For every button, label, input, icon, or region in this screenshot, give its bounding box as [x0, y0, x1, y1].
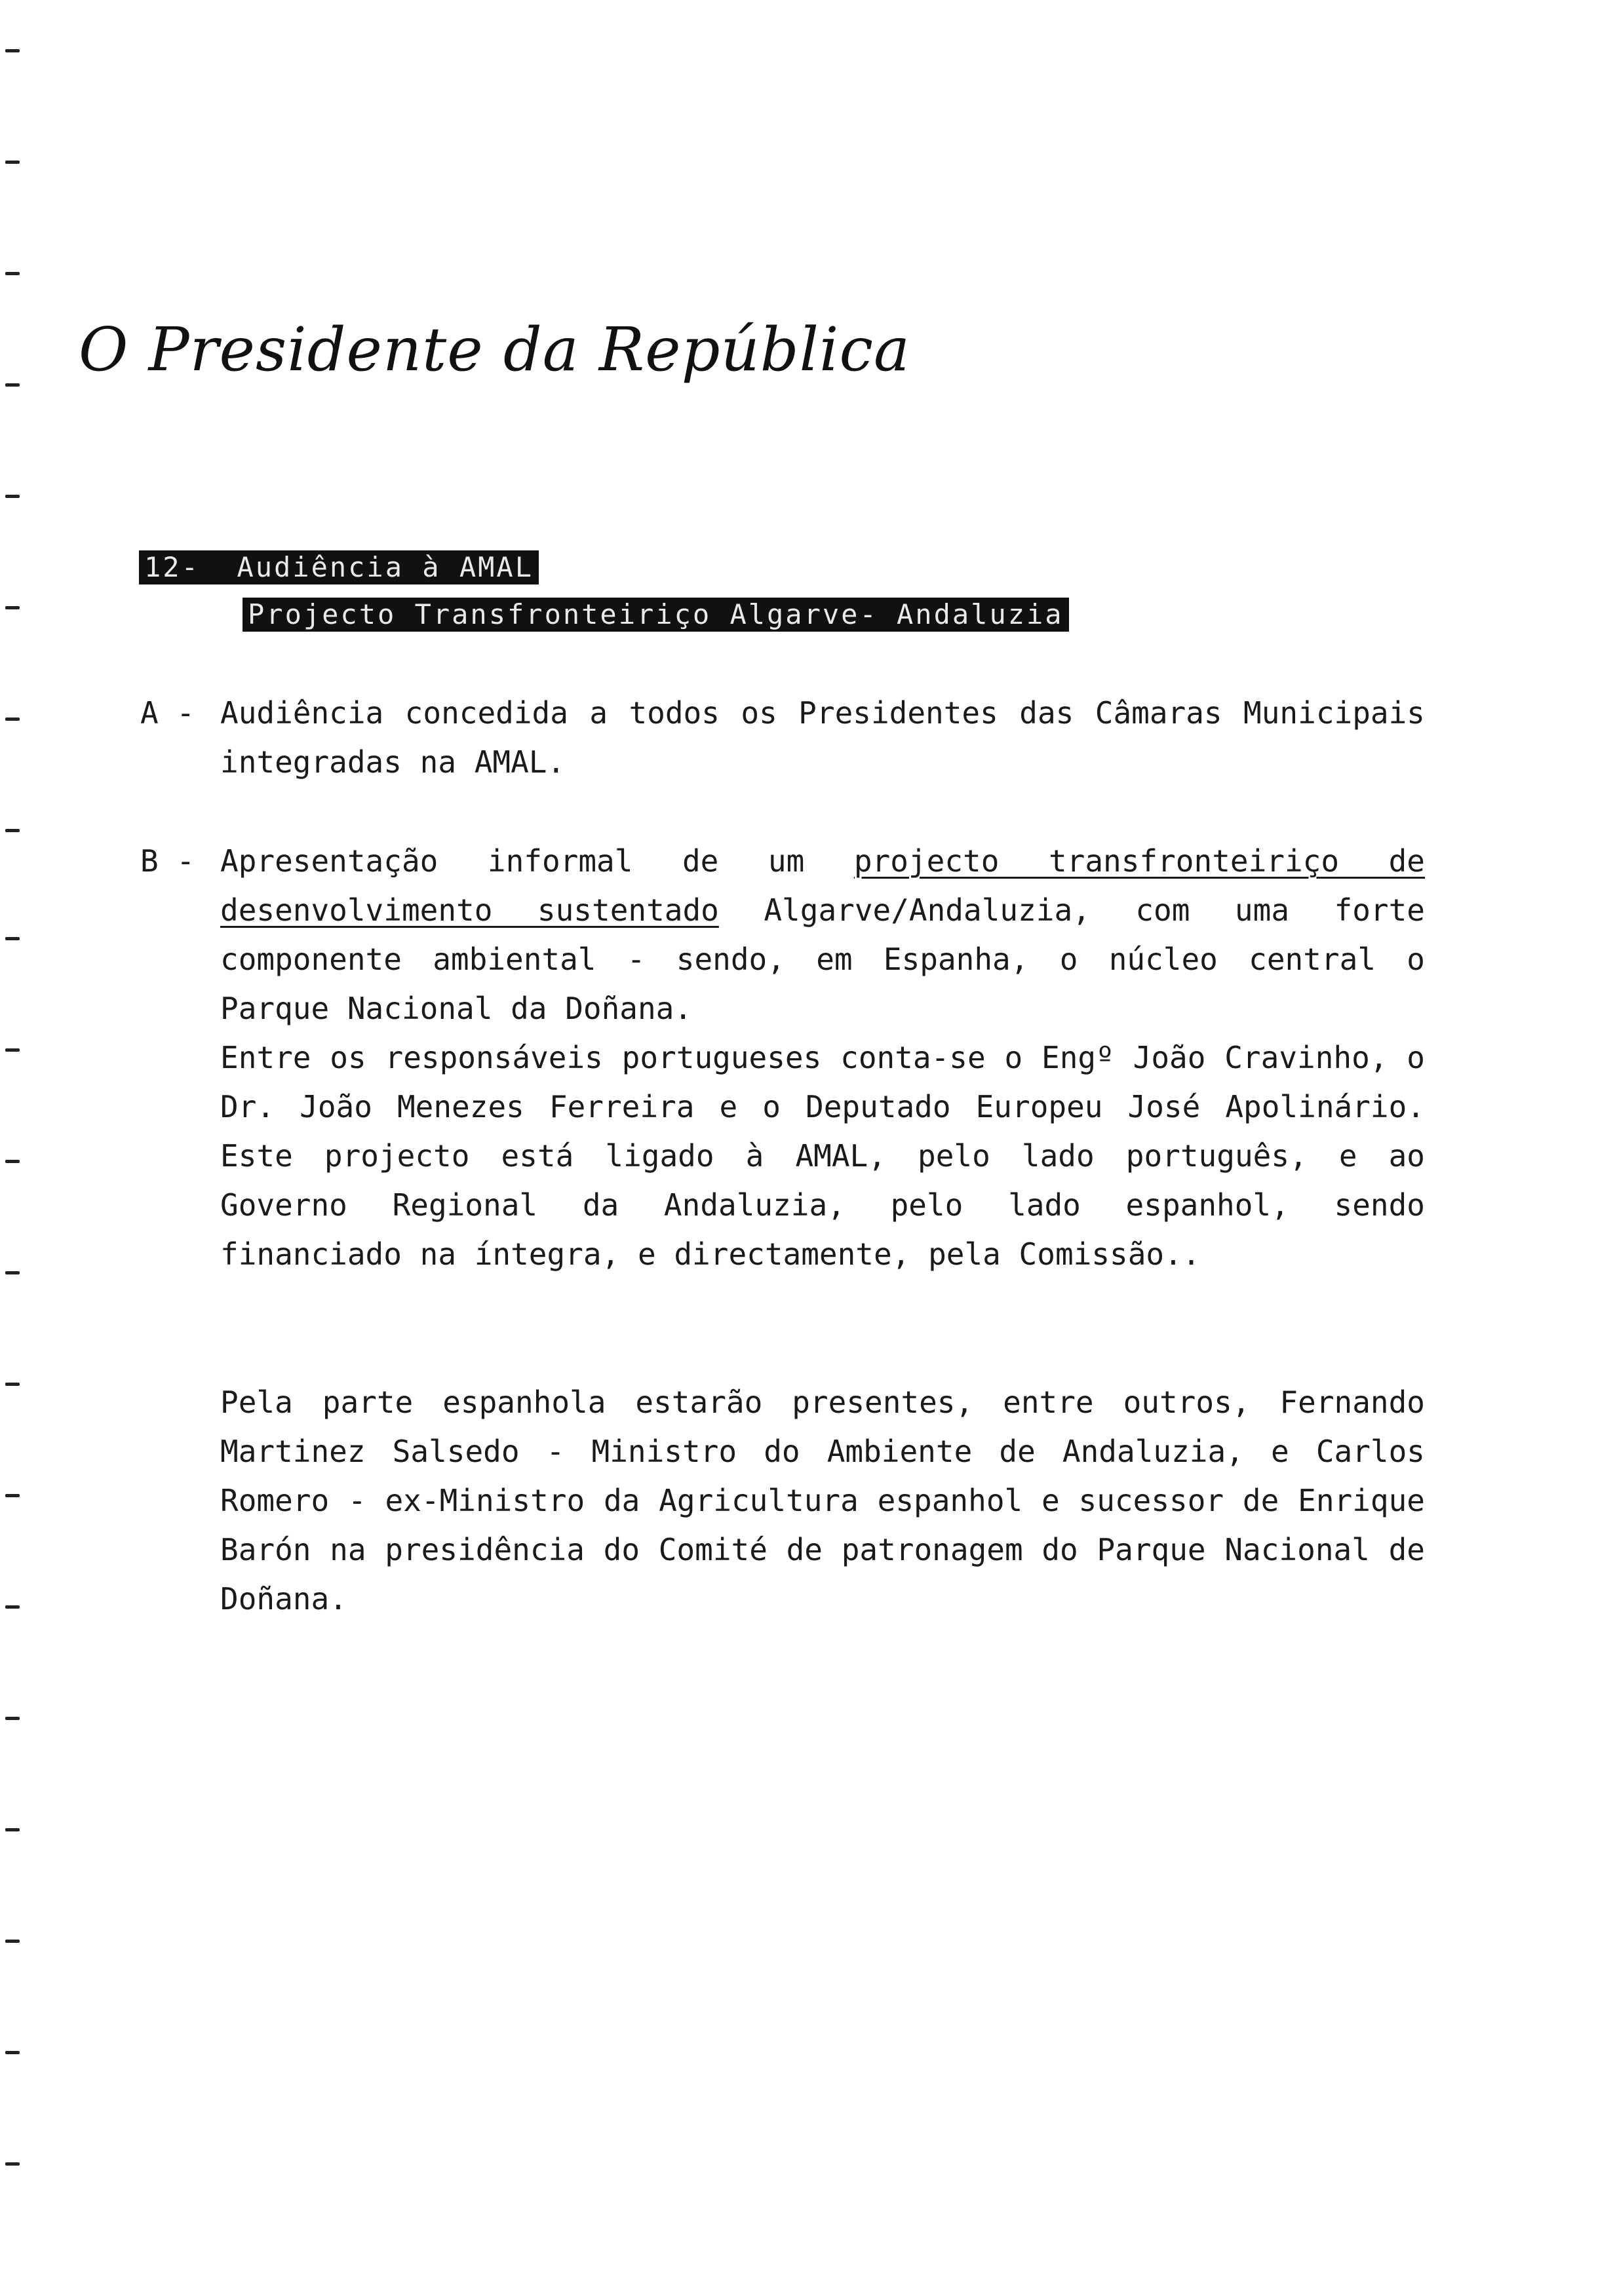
item-b-lead: Apresentação informal de um [220, 843, 805, 879]
section-subheading: Projecto Transfronteiriço Algarve- Andaluzia [243, 598, 1069, 632]
item-b-paragraph-2: Entre os responsáveis portugueses conta-se o Engº João Cravinho, o Dr. João Menezes Ferreira e o Deputado Europeu José Apolinário. Este projecto está ligado à AMAL, pelo lado português, e ao Governo Regional da Andaluzia, pelo lado espanhol, sendo financiado na íntegra, e directamente, pela Comissão.. [220, 1040, 1425, 1272]
item-b-marker: B - [140, 843, 195, 879]
item-a-text: Audiência concedida a todos os Presidentes das Câmaras Municipais integradas na AMAL. [220, 695, 1425, 780]
section-heading: 12- Audiência à AMAL [139, 550, 539, 584]
item-b-rest: Algarve/Andaluzia, com uma forte componente ambiental - sendo, em Espanha, o núcleo central o Parque Nacional da Doñana. [220, 892, 1425, 1026]
item-b-text [220, 837, 1425, 1033]
item-a-marker: A - [140, 695, 195, 731]
item-b-paragraph-3: Pela parte espanhola estarão presentes, entre outros, Fernando Martinez Salsedo - Ministro do Ambiente de Andaluzia, e Carlos Romero - ex-Ministro da Agricultura espanhol e sucessor de Enrique Barón na presidência do Comité de patronagem do Parque Nacional de Doñana. [220, 1385, 1425, 1617]
item-b [140, 837, 1425, 1033]
item-b-underlined-phrase: projecto transfronteiriço de desenvolvimento sustentado [220, 843, 1425, 928]
letterhead-title: O Presidente da República [79, 315, 910, 385]
item-a [140, 689, 1425, 787]
